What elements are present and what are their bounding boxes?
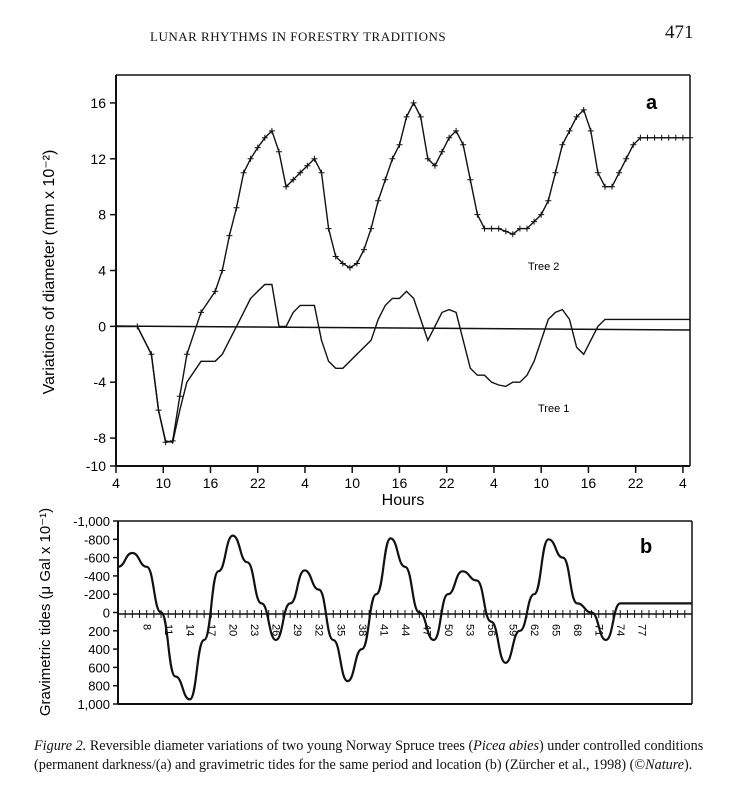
series-line-tree1 — [116, 285, 690, 443]
caption-figure-label: Figure 2. — [34, 738, 87, 754]
x-tick-label-b: 8 — [140, 624, 153, 631]
x-tick-label-b: 17 — [205, 624, 218, 637]
data-point-tree2 — [234, 205, 240, 211]
data-point-tree2 — [623, 156, 629, 162]
x-tick-label-b: 44 — [398, 624, 411, 637]
x-axis-label-a: Hours — [381, 492, 425, 509]
data-point-tree2 — [673, 135, 679, 141]
x-tick-label-b: 77 — [635, 624, 648, 637]
x-tick-label-a: 22 — [627, 475, 644, 491]
data-point-tree2 — [489, 226, 495, 232]
x-tick-label-b: 68 — [571, 624, 583, 637]
x-tick-label-b: 35 — [334, 624, 347, 637]
y-tick-label-a: -8 — [93, 430, 106, 447]
x-tick-label-a: 10 — [344, 475, 361, 491]
x-tick-label-a: 4 — [112, 475, 120, 491]
data-point-tree2 — [241, 170, 247, 176]
data-point-tree2 — [616, 170, 622, 176]
data-point-tree2 — [219, 268, 225, 274]
data-point-tree2 — [177, 393, 183, 399]
y-tick-label-b: 400 — [88, 642, 110, 658]
x-tick-label-b: 53 — [463, 624, 476, 637]
x-tick-label-b: 56 — [484, 624, 497, 637]
x-tick-label-b: 11 — [162, 624, 175, 636]
data-point-tree2 — [482, 226, 488, 232]
data-point-tree2 — [276, 149, 282, 155]
data-point-tree2 — [496, 226, 502, 232]
data-point-tree2 — [503, 228, 509, 234]
running-title: LUNAR RHYTHMS IN FORESTRY TRADITIONS — [150, 29, 447, 44]
data-point-tree2 — [460, 142, 466, 148]
x-tick-label-b: 23 — [248, 624, 261, 637]
y-tick-label-b: -200 — [83, 587, 110, 603]
caption-text-2: ) under controlled conditions (permanent darkness/(a) and gravimetric tides for the same period and location (b) (Zürcher et al., 1998) (© — [34, 738, 704, 773]
panel-b-label: b — [640, 536, 653, 558]
x-tick-label-a: 4 — [301, 475, 309, 491]
data-point-tree2 — [411, 100, 417, 106]
x-tick-label-b: 41 — [377, 624, 390, 637]
zero-line — [116, 326, 690, 330]
data-point-tree2 — [567, 128, 573, 134]
series-label-tree1: Tree 1 — [538, 403, 570, 415]
data-point-tree2 — [375, 198, 381, 204]
data-point-tree2 — [326, 226, 332, 232]
x-tick-label-a: 22 — [249, 475, 266, 491]
y-tick-label-a: 16 — [90, 94, 106, 111]
data-point-tree2 — [319, 170, 325, 176]
data-point-tree2 — [397, 142, 403, 148]
data-point-tree2 — [368, 226, 374, 232]
chart-panel-a — [41, 75, 693, 509]
data-point-tree2 — [184, 351, 190, 357]
caption-species: Picea abies — [473, 738, 539, 754]
x-tick-label-a: 4 — [490, 475, 498, 491]
y-tick-label-a: -4 — [93, 374, 106, 391]
x-tick-label-b: 20 — [226, 624, 239, 637]
x-tick-label-a: 4 — [679, 475, 687, 491]
data-point-tree2 — [552, 170, 558, 176]
y-tick-label-b: -1,000 — [73, 514, 110, 529]
x-tick-label-b: 62 — [528, 624, 540, 637]
data-point-tree2 — [687, 135, 693, 141]
y-tick-label-b: 1,000 — [77, 697, 110, 712]
caption-journal: Nature — [645, 757, 685, 773]
x-tick-label-b: 65 — [549, 624, 562, 637]
data-point-tree2 — [602, 184, 608, 190]
y-tick-label-b: 200 — [88, 623, 110, 639]
y-tick-label-b: -400 — [83, 568, 110, 584]
series-label-tree2: Tree 2 — [528, 261, 560, 273]
data-point-tree2 — [474, 212, 480, 218]
y-tick-label-a: -10 — [85, 458, 106, 474]
data-point-tree2 — [418, 114, 424, 120]
x-tick-label-a: 16 — [580, 475, 597, 491]
x-tick-label-a: 16 — [202, 475, 219, 491]
page-number: 471 — [665, 22, 694, 43]
y-axis-label-b: Gravimetric tides (μ Gal x 10⁻¹) — [37, 507, 54, 717]
data-point-tree2 — [389, 156, 395, 162]
data-point-tree2 — [347, 265, 353, 271]
caption-text-1: Reversible diameter variations of two young Norway Spruce trees ( — [86, 738, 474, 754]
y-tick-label-b: -800 — [83, 532, 110, 548]
y-tick-label-a: 8 — [98, 206, 106, 223]
data-point-tree2 — [652, 135, 658, 141]
x-tick-label-b: 47 — [420, 624, 433, 637]
y-tick-label-b: 600 — [88, 660, 110, 676]
x-tick-label-b: 26 — [269, 624, 282, 637]
data-point-tree2 — [645, 135, 651, 141]
panel-a-label: a — [646, 92, 658, 114]
caption-text-3: ). — [684, 757, 693, 773]
data-point-tree2 — [609, 184, 615, 190]
data-point-tree2 — [545, 198, 551, 204]
data-point-tree2 — [404, 114, 410, 120]
x-tick-label-b: 38 — [355, 624, 368, 637]
x-tick-label-b: 71 — [592, 624, 605, 637]
data-point-tree2 — [354, 261, 360, 267]
x-tick-label-b: 29 — [291, 624, 304, 637]
data-point-tree2 — [467, 177, 473, 183]
chart-panel-b — [37, 508, 692, 716]
x-tick-label-a: 10 — [155, 475, 172, 491]
data-point-tree2 — [666, 135, 672, 141]
x-tick-label-b: 59 — [506, 624, 519, 637]
data-point-tree2 — [382, 177, 388, 183]
data-point-tree2 — [439, 149, 445, 155]
data-point-tree2 — [588, 128, 594, 134]
data-point-tree2 — [361, 247, 367, 253]
data-point-tree2 — [595, 170, 601, 176]
data-point-tree2 — [226, 233, 232, 239]
x-tick-label-b: 74 — [614, 624, 627, 637]
x-tick-label-b: 32 — [312, 624, 325, 637]
y-tick-label-b: -600 — [83, 550, 110, 566]
y-tick-label-a: 4 — [98, 262, 106, 279]
y-tick-label-b: 800 — [88, 678, 110, 694]
x-tick-label-a: 22 — [438, 475, 455, 491]
y-tick-label-a: 0 — [98, 318, 106, 335]
x-tick-label-a: 16 — [391, 475, 408, 491]
data-point-tree2 — [659, 135, 665, 141]
y-tick-label-b: 0 — [102, 605, 110, 621]
x-tick-label-b: 50 — [441, 624, 454, 637]
series-line-tree2 — [116, 103, 690, 442]
x-tick-label-a: 10 — [533, 475, 549, 491]
figure-caption — [34, 737, 709, 775]
data-point-tree2 — [680, 135, 686, 141]
data-point-tree2 — [559, 142, 565, 148]
x-tick-label-b: 14 — [183, 624, 196, 637]
y-axis-label-a: Variations of diameter (mm x 10⁻²) — [41, 149, 58, 395]
y-tick-label-a: 12 — [90, 150, 106, 167]
